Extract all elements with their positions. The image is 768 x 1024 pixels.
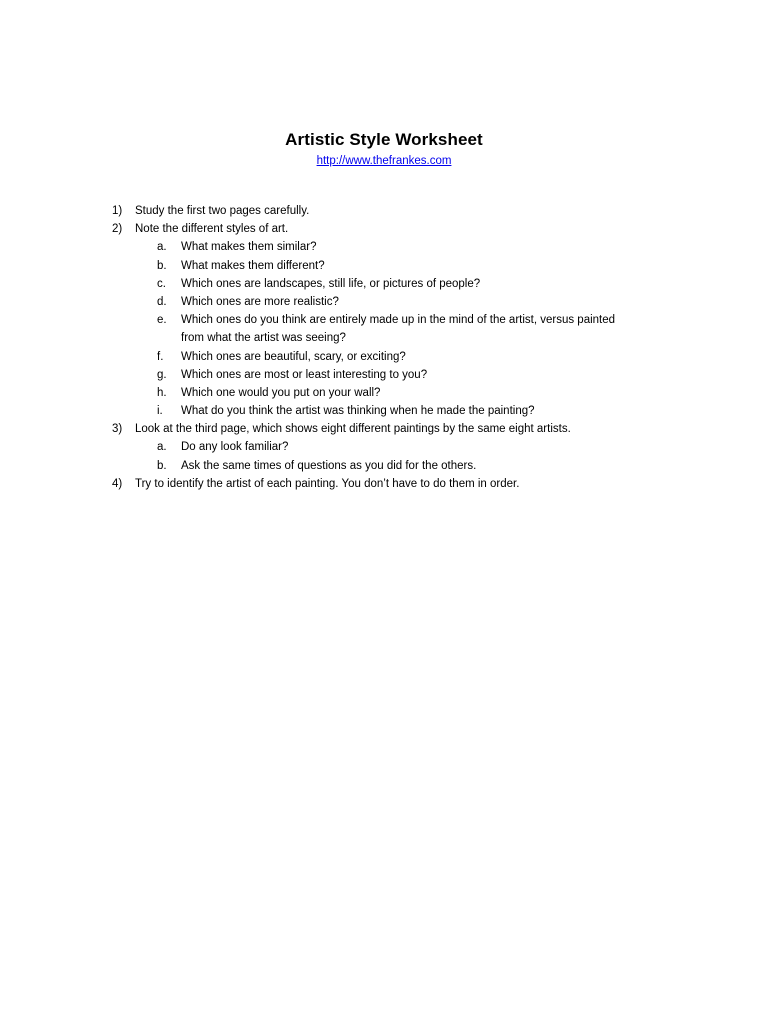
list-marker: f. xyxy=(157,350,164,363)
list-item-text: Study the first two pages carefully. xyxy=(135,205,310,217)
page-title: Artistic Style Worksheet xyxy=(285,130,483,149)
list-item-text: What do you think the artist was thinking when he made the painting? xyxy=(181,405,535,418)
sub-list-item xyxy=(0,402,768,420)
list-marker: a. xyxy=(157,441,167,454)
list-marker: b. xyxy=(157,259,167,272)
instruction-list xyxy=(0,202,768,493)
list-item-text: Try to identify the artist of each painting. You don’t have to do them in order. xyxy=(135,477,520,490)
list-marker: 4) xyxy=(112,477,123,490)
list-marker: 1) xyxy=(112,205,123,217)
list-marker: h. xyxy=(157,386,167,399)
sub-list-item xyxy=(0,384,768,402)
sub-list-item xyxy=(0,457,768,475)
sub-list-item xyxy=(0,275,768,293)
sub-list-item xyxy=(0,366,768,384)
list-marker: a. xyxy=(157,241,167,254)
list-item-text: Which ones do you think are entirely made up in the mind of the artist, versus painted xyxy=(181,314,616,327)
list-item-text: Which ones are most or least interesting to you? xyxy=(181,368,428,381)
list-item-text: Which ones are landscapes, still life, or pictures of people? xyxy=(181,277,481,290)
list-item xyxy=(0,202,768,220)
list-item-text: Look at the third page, which shows eight different paintings by the same eight artists. xyxy=(135,423,571,436)
list-item-text: Which one would you put on your wall? xyxy=(181,386,381,399)
list-item-text: What makes them different? xyxy=(181,259,325,272)
sub-list-item xyxy=(0,329,768,347)
source-link[interactable]: http://www.thefrankes.com xyxy=(316,155,452,167)
sub-list-item xyxy=(0,348,768,366)
list-marker: e. xyxy=(157,314,167,327)
list-item xyxy=(0,220,768,238)
sub-list-item xyxy=(0,257,768,275)
list-item xyxy=(0,475,768,493)
list-item-text: from what the artist was seeing? xyxy=(181,332,346,345)
list-item-text: Note the different styles of art. xyxy=(135,223,289,236)
list-item-text: Ask the same times of questions as you did for the others. xyxy=(181,459,477,472)
list-marker: c. xyxy=(157,277,166,290)
list-item-text: What makes them similar? xyxy=(181,241,317,254)
list-item-text: Do any look familiar? xyxy=(181,441,289,454)
list-marker: 3) xyxy=(112,423,123,436)
list-item-text: Which ones are more realistic? xyxy=(181,295,339,308)
list-item xyxy=(0,420,768,438)
sub-list-item xyxy=(0,311,768,329)
list-marker: b. xyxy=(157,459,167,472)
list-marker: i. xyxy=(157,405,163,418)
list-marker: g. xyxy=(157,368,167,381)
list-marker: d. xyxy=(157,295,167,308)
sub-list-item xyxy=(0,293,768,311)
sub-list-item xyxy=(0,438,768,456)
list-marker: 2) xyxy=(112,223,123,236)
sub-list-item xyxy=(0,238,768,256)
list-item-text: Which ones are beautiful, scary, or exciting? xyxy=(181,350,406,363)
